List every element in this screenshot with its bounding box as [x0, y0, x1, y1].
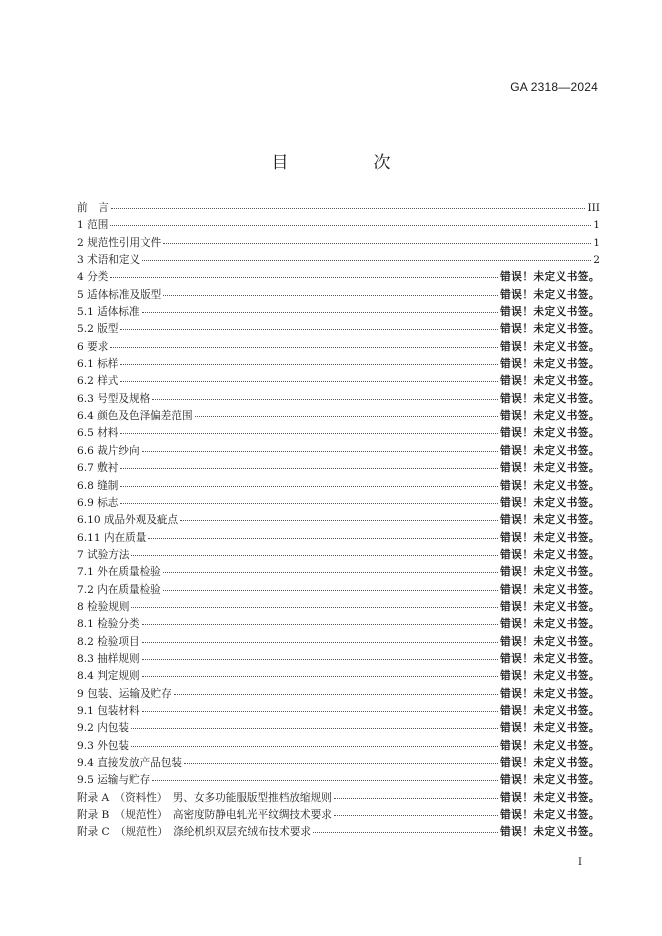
toc-entry-label: 6 要求	[77, 340, 109, 353]
toc-entry[interactable]	[77, 408, 600, 425]
toc-entry-page: 2	[593, 254, 600, 267]
toc-entry[interactable]	[77, 582, 600, 599]
toc-entry[interactable]	[77, 269, 600, 286]
toc-entry[interactable]	[77, 252, 600, 269]
toc-entry[interactable]	[77, 564, 600, 581]
toc-entry[interactable]	[77, 217, 600, 234]
toc-entry[interactable]	[77, 425, 600, 442]
toc-entry[interactable]	[77, 321, 600, 338]
toc-entry-label: 9.5 运输与贮存	[77, 774, 151, 787]
toc-entry-error-text: 错误！未定义书签。	[500, 306, 600, 319]
toc-entry-label: 7.1 外在质量检验	[77, 566, 161, 579]
toc-entry-page: III	[587, 202, 600, 214]
toc-entry[interactable]	[77, 530, 600, 547]
toc-entry-label: 7.2 内在质量检验	[77, 583, 161, 596]
toc-entry-error-text: 错误！未定义书签。	[500, 358, 600, 371]
toc-entry[interactable]	[77, 495, 600, 512]
toc-dot-leader	[334, 798, 498, 799]
toc-entry-label: 2 规范性引用文件	[77, 236, 162, 249]
toc-dot-leader	[334, 815, 498, 816]
toc-entry-label: 3 术语和定义	[77, 254, 141, 267]
toc-entry[interactable]	[77, 755, 600, 772]
page-title: 目 次	[271, 153, 425, 173]
toc-dot-leader	[142, 312, 499, 313]
toc-entry-label: 9.4 直接发放产品包装	[77, 757, 182, 769]
toc-entry-error-text: 错误！未定义书签。	[500, 722, 600, 735]
toc-entry-label: 1 范围	[77, 219, 109, 232]
toc-dot-leader	[131, 607, 498, 608]
toc-entry-error-text: 错误！未定义书签。	[500, 791, 600, 804]
toc-entry-error-text: 错误！未定义书签。	[500, 809, 600, 822]
toc-entry-label: 8.1 检验分类	[77, 618, 140, 631]
toc-entry[interactable]	[77, 634, 600, 651]
toc-dot-leader	[142, 659, 499, 660]
toc-entry[interactable]	[77, 356, 600, 373]
toc-entry-label: 6.1 标样	[77, 358, 119, 371]
toc-entry[interactable]	[77, 460, 600, 477]
toc-entry-label: 6.5 材料	[77, 427, 119, 440]
toc-entry-error-text: 错误！未定义书签。	[500, 462, 600, 475]
toc-entry-error-text: 错误！未定义书签。	[500, 548, 600, 561]
toc-entry[interactable]	[77, 686, 600, 703]
toc-entry-error-text: 错误！未定义书签。	[500, 618, 600, 631]
toc-entry[interactable]	[77, 512, 600, 529]
toc-entry-label: 6.11 内在质量	[77, 531, 147, 544]
toc-dot-leader	[120, 503, 498, 504]
toc-dot-leader	[152, 399, 498, 400]
toc-entry[interactable]	[77, 790, 600, 807]
toc-entry-label: 5 适体标准及版型	[77, 288, 162, 301]
toc-entry-label: 5.1 适体标准	[77, 306, 140, 319]
toc-entry-error-text: 错误！未定义书签。	[500, 375, 600, 388]
toc-dot-leader	[110, 277, 498, 278]
toc-dot-leader	[163, 590, 498, 591]
toc-dot-leader	[111, 208, 586, 209]
toc-entry-label: 6.10 成品外观及疵点	[77, 514, 179, 527]
toc-entry-error-text: 错误！未定义书签。	[500, 514, 600, 527]
toc-entry[interactable]	[77, 703, 600, 720]
toc-entry[interactable]	[77, 651, 600, 668]
toc-entry-error-text: 错误！未定义书签。	[500, 774, 600, 787]
toc-entry-label: 8 检验规则	[77, 600, 130, 613]
toc-entry-error-text: 错误！未定义书签。	[500, 392, 600, 405]
toc-entry-error-text: 错误！未定义书签。	[500, 652, 600, 665]
toc-entry-error-text: 错误！未定义书签。	[500, 583, 600, 596]
toc-dot-leader	[120, 381, 498, 382]
toc-entry-error-text: 错误！未定义书签。	[500, 427, 600, 440]
toc-entry-error-text: 错误！未定义书签。	[500, 271, 600, 284]
toc-entry[interactable]	[77, 738, 600, 755]
toc-dot-leader	[148, 538, 498, 539]
toc-entry[interactable]	[77, 235, 600, 252]
toc-entry-label: 附录 A （资料性） 男、女多功能服版型推档放缩规则	[77, 791, 332, 804]
toc-dot-leader	[131, 728, 498, 729]
toc-dot-leader	[142, 642, 499, 643]
toc-dot-leader	[163, 572, 498, 573]
toc-entry-error-text: 错误！未定义书签。	[500, 410, 600, 423]
toc-entry-label: 9 包装、运输及贮存	[77, 687, 172, 700]
toc-entry-label: 9.2 内包装	[77, 722, 129, 735]
toc-dot-leader	[120, 364, 498, 365]
toc-entry-label: 6.9 标志	[77, 496, 119, 509]
toc-dot-leader	[110, 347, 498, 348]
table-of-contents	[77, 200, 600, 842]
toc-dot-leader	[180, 520, 498, 521]
toc-entry-error-text: 错误！未定义书签。	[500, 739, 600, 752]
toc-entry-label: 4 分类	[77, 271, 109, 284]
toc-entry-error-text: 错误！未定义书签。	[500, 444, 600, 457]
toc-dot-leader	[120, 433, 498, 434]
toc-entry-error-text: 错误！未定义书签。	[500, 323, 600, 336]
toc-entry-error-text: 错误！未定义书签。	[500, 566, 600, 579]
toc-entry-label: 6.3 号型及规格	[77, 392, 151, 405]
toc-dot-leader	[142, 676, 499, 677]
toc-dot-leader	[120, 329, 498, 330]
toc-entry-label: 附录 C （规范性） 涤纶机织双层充绒布技术要求	[77, 826, 311, 839]
toc-entry[interactable]	[77, 668, 600, 685]
toc-entry-error-text: 错误！未定义书签。	[500, 496, 600, 509]
toc-entry-error-text: 错误！未定义书签。	[500, 600, 600, 613]
toc-dot-leader	[163, 295, 498, 296]
toc-dot-leader	[142, 451, 499, 452]
toc-entry-page: 1	[593, 236, 600, 249]
toc-entry-error-text: 错误！未定义书签。	[500, 531, 600, 544]
page-number: I	[578, 857, 582, 868]
toc-entry[interactable]	[77, 616, 600, 633]
toc-entry-label: 8.3 抽样规则	[77, 652, 140, 665]
toc-dot-leader	[120, 468, 498, 469]
toc-entry-label: 7 试验方法	[77, 548, 130, 561]
toc-entry-label: 5.2 版型	[77, 323, 119, 336]
toc-entry-error-text: 错误！未定义书签。	[500, 757, 600, 769]
toc-entry-label: 6.2 样式	[77, 375, 119, 388]
toc-entry-label: 6.7 敷衬	[77, 462, 119, 475]
toc-entry-error-text: 错误！未定义书签。	[500, 288, 600, 301]
toc-dot-leader	[110, 225, 591, 226]
toc-entry-label: 8.2 检验项目	[77, 635, 140, 648]
toc-dot-leader	[152, 780, 498, 781]
toc-entry-label: 6.6 裁片纱向	[77, 444, 140, 457]
toc-dot-leader	[142, 260, 591, 261]
toc-dot-leader	[174, 694, 498, 695]
toc-dot-leader	[142, 711, 499, 712]
toc-entry-label: 6.4 颜色及色泽偏差范围	[77, 410, 193, 423]
toc-entry[interactable]	[77, 304, 600, 321]
toc-dot-leader	[131, 746, 498, 747]
toc-entry-label: 9.1 包装材料	[77, 704, 140, 717]
toc-entry[interactable]	[77, 807, 600, 824]
toc-entry[interactable]	[77, 339, 600, 356]
toc-entry[interactable]	[77, 599, 600, 616]
toc-entry-error-text: 错误！未定义书签。	[500, 826, 600, 839]
toc-entry[interactable]	[77, 373, 600, 390]
toc-entry-error-text: 错误！未定义书签。	[500, 635, 600, 648]
toc-entry-error-text: 错误！未定义书签。	[500, 670, 600, 683]
toc-dot-leader	[195, 416, 499, 417]
toc-dot-leader	[142, 624, 499, 625]
toc-entry-label: 9.3 外包装	[77, 739, 129, 752]
toc-entry-label: 8.4 判定规则	[77, 670, 140, 683]
toc-entry-error-text: 错误！未定义书签。	[500, 687, 600, 700]
toc-entry[interactable]	[77, 772, 600, 789]
toc-entry[interactable]	[77, 478, 600, 495]
toc-entry-error-text: 错误！未定义书签。	[500, 479, 600, 492]
toc-entry-page: 1	[593, 219, 600, 232]
toc-entry-error-text: 错误！未定义书签。	[500, 704, 600, 717]
toc-dot-leader	[313, 832, 498, 833]
toc-entry[interactable]	[77, 720, 600, 737]
toc-entry[interactable]	[77, 200, 600, 217]
toc-dot-leader	[131, 555, 498, 556]
toc-entry-error-text: 错误！未定义书签。	[500, 340, 600, 353]
toc-dot-leader	[184, 763, 498, 764]
toc-entry[interactable]	[77, 824, 600, 841]
toc-entry[interactable]	[77, 547, 600, 564]
toc-dot-leader	[163, 243, 591, 244]
toc-entry-label: 附录 B （规范性） 高密度防静电轧光平纹绸技术要求	[77, 809, 332, 822]
toc-entry-label: 6.8 缝制	[77, 479, 119, 492]
toc-entry[interactable]	[77, 443, 600, 460]
toc-entry[interactable]	[77, 391, 600, 408]
standard-code: GA 2318—2024	[510, 80, 598, 94]
toc-entry[interactable]	[77, 287, 600, 304]
toc-entry-label: 前 言	[77, 202, 109, 214]
toc-dot-leader	[120, 486, 498, 487]
